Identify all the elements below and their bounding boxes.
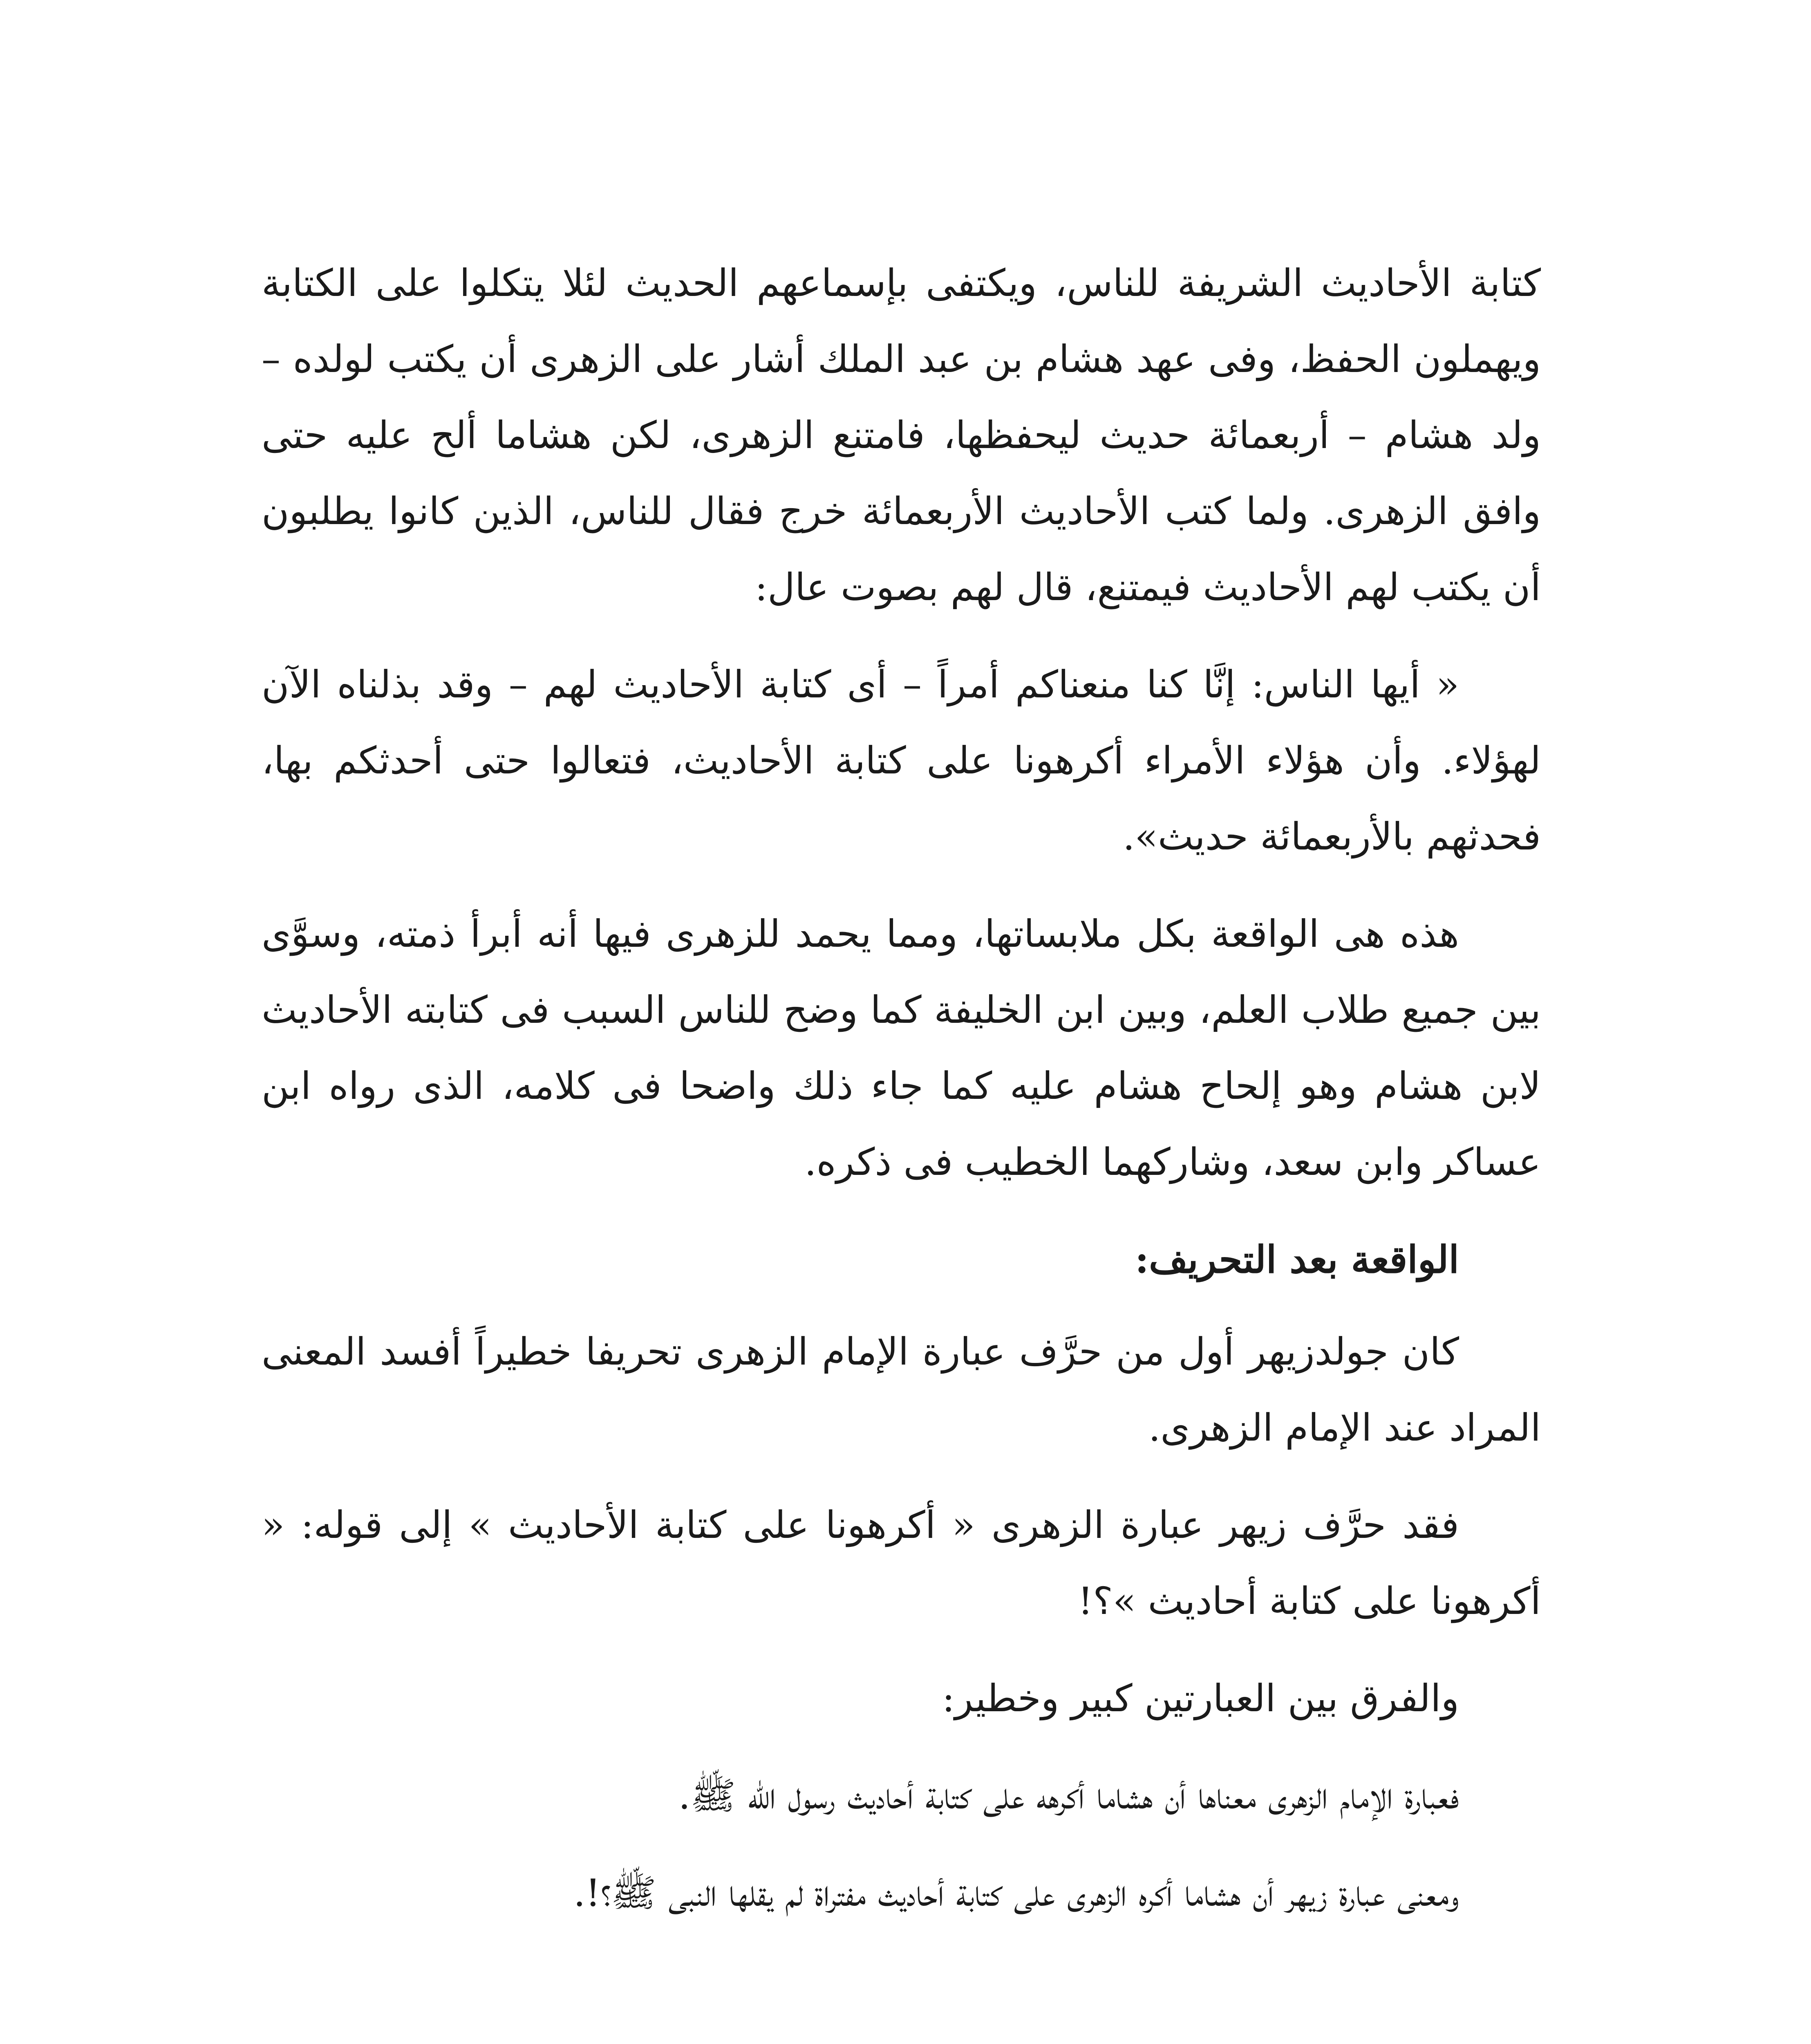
paragraph-3: هذه هى الواقعة بكل ملابساتها، ومما يحمد للزهرى فيها أنه أبرأ ذمته، وسوَّى بين جميع طلاب العلم، وبين ابن الخليفة كما وضح للناس السبب فى كتابته الأحاديث لابن هشام وهو إلحاح هشام عليه كما جاء ذلك واضحا فى كلامه، الذى رواه ابن عساكر وابن سعد، وشاركهما الخطيب فى ذكره. <box>262 912 1541 1184</box>
paragraph-4: كان جولدزيهر أول من حرَّف عبارة الإمام الزهرى تحريفا خطيراً أفسد المعنى المراد عند الإمام الزهرى. <box>262 1330 1541 1450</box>
paragraph-2: « أيها الناس: إنَّا كنا منعناكم أمراً – أى كتابة الأحاديث لهم – وقد بذلناه الآن لهؤلاء. وأن هؤلاء الأمراء أكرهونا على كتابة الأحاديث، فتعالوا حتى أحدثكم بها، فحدثهم بالأربعمائة حديث». <box>262 663 1541 858</box>
paragraph-7: فعبارة الإمام الزهرى معناها أن هشاما أكرهه على كتابة أحاديث رسول الله ﷺ. <box>678 1774 1459 1818</box>
body-text <box>262 245 1541 1952</box>
paragraph-8: ومعنى عبارة زيهر أن هشاما أكره الزهرى على كتابة أحاديث مفتراة لم يقلها النبى ﷺ؟!. <box>573 1871 1459 1915</box>
paragraph-5: فقد حرَّف زيهر عبارة الزهرى « أكرهونا على كتابة الأحاديث » إلى قوله: « أكرهونا على كتابة أحاديث »؟! <box>262 1503 1541 1623</box>
paragraph-6: والفرق بين العبارتين كبير وخطير: <box>942 1676 1459 1720</box>
paragraph-1: كتابة الأحاديث الشريفة للناس، ويكتفى بإسماعهم الحديث لئلا يتكلوا على الكتابة ويهملون الحفظ، وفى عهد هشام بن عبد الملك أشار على الزهرى أن يكتب لولده – ولد هشام – أربعمائة حديث ليحفظها، فامتنع الزهرى، لكن هشاما ألح عليه حتى وافق الزهرى. ولما كتب الأحاديث الأربعمائة خرج فقال للناس، الذين كانوا يطلبون أن يكتب لهم الأحاديث فيمتنع، قال لهم بصوت عال: <box>262 261 1541 609</box>
section-heading: الواقعة بعد التحريف: <box>1135 1237 1459 1282</box>
